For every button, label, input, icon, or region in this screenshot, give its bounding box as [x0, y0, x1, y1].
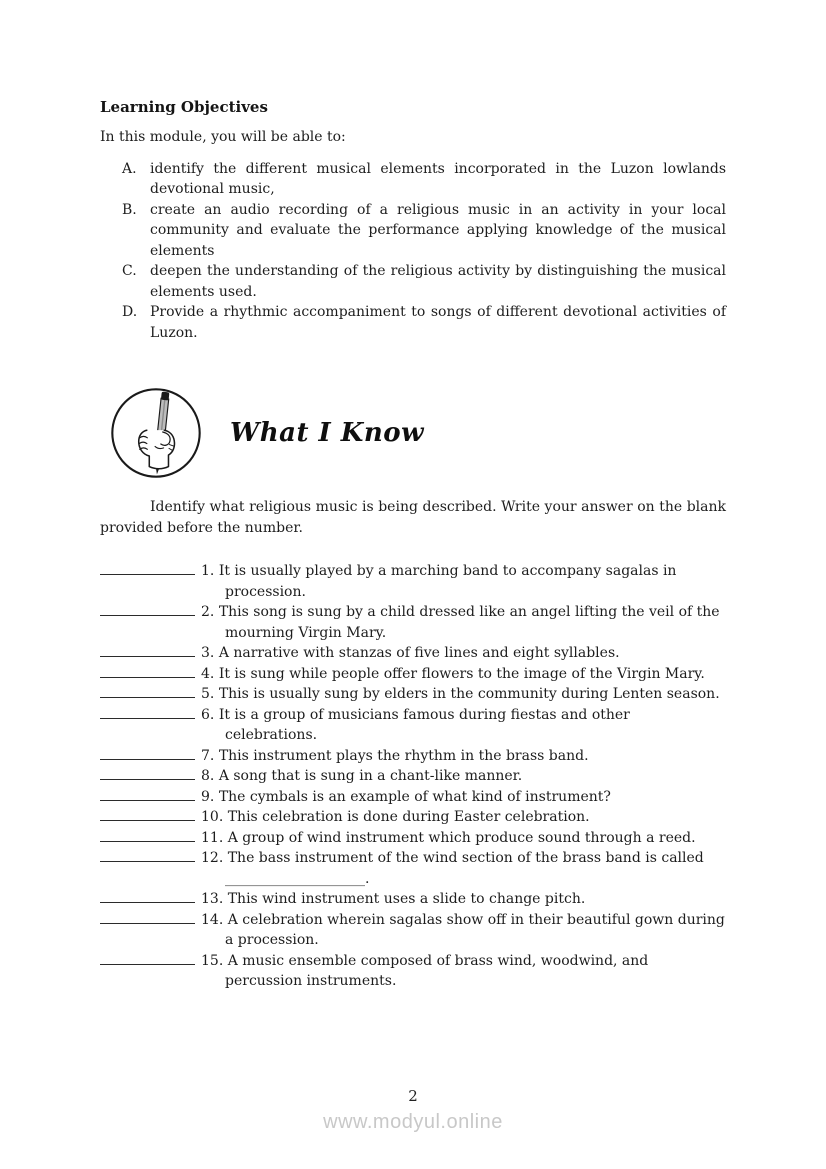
answer-blank[interactable]	[100, 561, 195, 575]
watermark: www.modyul.online	[323, 1111, 503, 1133]
objective-text: deepen the understanding of the religious activity by distinguishing the musical elements used.	[150, 263, 726, 300]
question-item	[100, 746, 726, 767]
question-item	[100, 807, 726, 828]
instructions-text: Identify what religious music is being described. Write your answer on the blank provided before the number.	[100, 499, 726, 536]
question-number: 10.	[201, 809, 224, 825]
question-item	[100, 705, 726, 746]
answer-blank[interactable]	[100, 684, 195, 698]
question-text: This song is sung by a child dressed like an angel lifting the veil of the mourning Virgin Mary.	[218, 604, 720, 641]
answer-blank[interactable]	[100, 848, 195, 862]
objectives-list	[100, 159, 726, 344]
objective-item	[100, 261, 726, 302]
question-text: This wind instrument uses a slide to change pitch.	[227, 891, 586, 907]
question-number: 13.	[201, 891, 224, 907]
question-number: 3.	[201, 645, 215, 661]
answer-blank[interactable]	[100, 664, 195, 678]
answer-blank[interactable]	[100, 807, 195, 821]
answer-blank[interactable]	[100, 643, 195, 657]
objective-item	[100, 159, 726, 200]
question-text: A group of wind instrument which produce sound through a reed.	[227, 829, 696, 846]
question-number: 5.	[201, 686, 215, 702]
question-text: The bass instrument of the wind section of the brass band is called ____________________.	[225, 850, 704, 887]
answer-blank[interactable]	[100, 602, 195, 616]
answer-blank[interactable]	[100, 889, 195, 903]
page-content	[100, 97, 726, 992]
objective-letter: C.	[122, 263, 137, 279]
objectives-intro: In this module, you will be able to:	[100, 129, 346, 145]
question-text: It is sung while people offer flowers to the image of the Virgin Mary.	[218, 665, 705, 682]
question-number: 14.	[201, 911, 224, 928]
objective-text: create an audio recording of a religious music in an activity in your local community and evaluate the performance applying knowledge of the musical elements	[150, 201, 726, 259]
objective-letter: B.	[122, 201, 137, 218]
answer-blank[interactable]	[100, 828, 195, 842]
what-i-know-title: What I Know	[230, 418, 424, 448]
objective-text: Provide a rhythmic accompaniment to songs of different devotional activities of Luzon.	[150, 304, 726, 341]
hand-writing-pencil-icon	[108, 385, 204, 481]
question-number: 15.	[201, 952, 224, 969]
question-number: 2.	[201, 604, 215, 620]
question-text: This is usually sung by elders in the community during Lenten season.	[218, 686, 720, 702]
question-item	[100, 561, 726, 602]
answer-blank[interactable]	[100, 705, 195, 719]
question-number: 12.	[201, 850, 224, 866]
question-text: It is usually played by a marching band to accompany sagalas in procession.	[218, 563, 677, 600]
question-item	[100, 951, 726, 992]
question-number: 8.	[201, 768, 215, 784]
objective-item	[100, 200, 726, 262]
what-i-know-header	[108, 385, 726, 481]
question-item	[100, 787, 726, 808]
question-item	[100, 828, 726, 849]
answer-blank[interactable]	[100, 910, 195, 924]
question-item	[100, 643, 726, 664]
objective-text: identify the different musical elements incorporated in the Luzon lowlands devotional music,	[150, 160, 726, 197]
answer-blank[interactable]	[100, 746, 195, 760]
question-number: 7.	[201, 747, 215, 764]
question-text: A narrative with stanzas of five lines and eight syllables.	[218, 645, 620, 661]
question-item	[100, 664, 726, 685]
answer-blank[interactable]	[100, 951, 195, 965]
question-number: 6.	[201, 706, 215, 723]
question-item	[100, 910, 726, 951]
question-item	[100, 684, 726, 705]
question-number: 11.	[201, 829, 224, 846]
question-text: This celebration is done during Easter celebration.	[227, 809, 590, 825]
question-text: The cymbals is an example of what kind of instrument?	[218, 788, 611, 805]
question-number: 1.	[201, 563, 215, 579]
question-text: A music ensemble composed of brass wind, woodwind, and percussion instruments.	[225, 952, 649, 989]
page-number: 2	[408, 1087, 418, 1105]
objective-letter: A.	[122, 160, 137, 177]
questions-list	[100, 561, 726, 992]
question-item	[100, 889, 726, 910]
question-text: A celebration wherein sagalas show off in their beautiful gown during a procession.	[225, 911, 725, 948]
answer-blank[interactable]	[100, 787, 195, 801]
question-text: It is a group of musicians famous during fiestas and other celebrations.	[218, 706, 630, 743]
answer-blank[interactable]	[100, 766, 195, 780]
question-number: 4.	[201, 665, 215, 682]
question-text: This instrument plays the rhythm in the brass band.	[218, 747, 589, 764]
learning-objectives-heading: Learning Objectives	[100, 98, 268, 116]
objective-item	[100, 302, 726, 343]
question-text: A song that is sung in a chant-like manner.	[218, 768, 523, 784]
question-number: 9.	[201, 788, 215, 805]
question-item	[100, 848, 726, 889]
objective-letter: D.	[122, 304, 138, 320]
question-item	[100, 766, 726, 787]
question-item	[100, 602, 726, 643]
